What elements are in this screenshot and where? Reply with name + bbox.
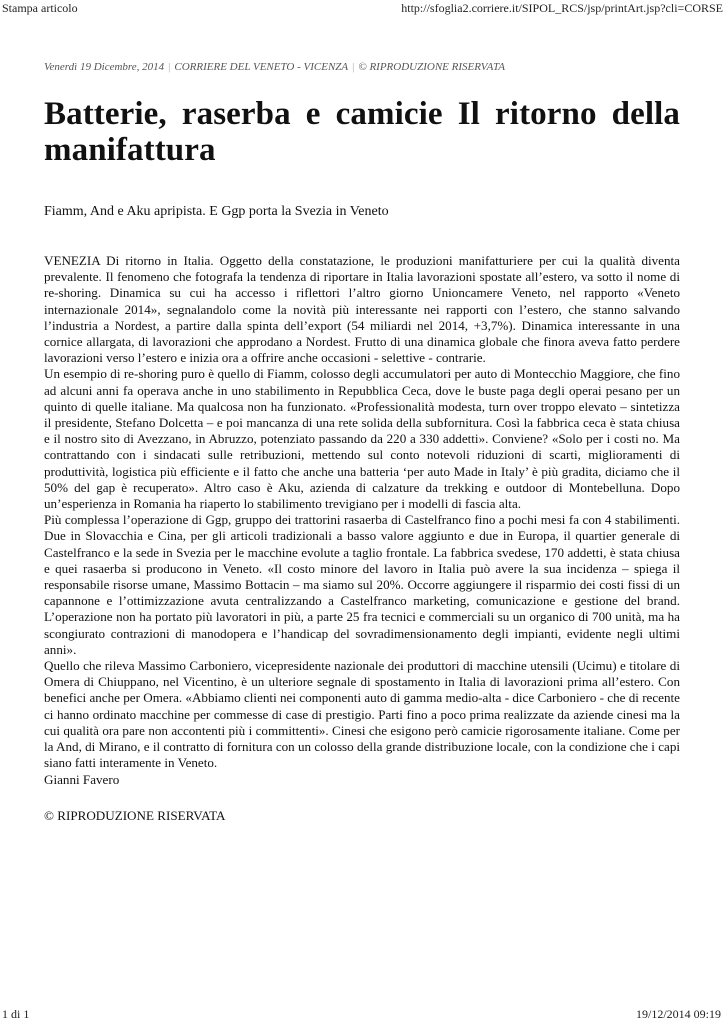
article-date: Venerdì 19 Dicembre, 2014 <box>44 61 165 73</box>
article-paragraph: Quello che rileva Massimo Carboniero, vicepresidente nazionale dei produttori di macchine utensili (Ucimu) e titolare di Omera di Chiuppano, nel Vicentino, è un ulteriore segnale di spostamento in Italia di lavorazioni prima all’estero. Con benefici anche per Omera. «Abbiamo clienti nei componenti auto di gamma medio-alta - dice Carboniero - che di recente ci hanno ordinato macchine per commesse di case di prestigio. Parti fino a poco prima realizzate da aziende cinesi ma la cui qualità ora pare non accontenti più i committenti». Cinesi che esigono però camicie rigorosamente italiane. Come per la And, di Mirano, e il contratto di fornitura con un colosso della grande distribuzione locale, con la condizione che i capi siano fatti interamente in Veneto. <box>44 658 680 771</box>
article-paragraph: Più complessa l’operazione di Ggp, gruppo dei trattorini rasaerba di Castelfranco fino a pochi mesi fa con 4 stabilimenti. Due in Slovacchia e Cina, per gli articoli tradizionali a basso valore aggiunto e due in Europa, il quartier generale di Castelfranco e la sede in Svezia per le macchine evolute a taglio frontale. La fabbrica svedese, 170 addetti, è stata chiusa e quei rasaerba si producono in Veneto. «Il costo minore del lavoro in Italia può avere la sua incidenza – spiega il responsabile risorse umane, Massimo Bottacin – ma siamo sul 20%. Occorre aggiungere il risparmio dei costi fissi di un capannone e l’ottimizzazione avuta centralizzando a Castelfranco marketing, comunicazione e gestione del brand. L’operazione non ha portato più lavoratori in più, a parte 25 fra tecnici e commerciali su un organico di 700 unità, ma ha scongiurato contrazioni di manodopera e l’handicap del sovradimensionamento degli impianti, evidente negli ultimi anni». <box>44 512 680 657</box>
article-rights: © RIPRODUZIONE RISERVATA <box>358 61 505 73</box>
article-copyright: © RIPRODUZIONE RISERVATA <box>44 807 226 823</box>
article-paragraph: Un esempio di re-shoring puro è quello di Fiamm, colosso degli accumulatori per auto di Montecchio Maggiore, che fino ad alcuni anni fa operava anche in uno stabilimento in Repubblica Ceca, dove le buste paga degli operai pesano per un quinto di quelle italiane. Ma qualcosa non ha funzionato. «Professionalità modesta, turn over troppo elevato – sintetizza il presidente, Stefano Dolcetta – e poi mancanza di una rete solida della subfornitura. Così la fabbrica ceca è stata chiusa e il nostro sito di Avezzano, in Abruzzo, potenziato passando da 220 a 330 addetti». Conviene? «Solo per i costi no. Ma contrattando con i sindacati sulle retribuzioni, mettendo sul conto notevoli riduzioni di scarti, miglioramenti di produttività, logistica più efficiente e il fatto che anche una batteria ‘per auto Made in Italy’ è più gradita, diciamo che il 50% del gap è recuperato». Altro caso è Aku, azienda di calzature da trekking e outdoor di Montebelluna. Dopo un’esperienza in Romania ha riaperto lo stabilimento trevigiano per i modelli di fascia alta. <box>44 366 680 512</box>
print-header <box>0 0 724 16</box>
article-author: Gianni Favero <box>44 771 120 787</box>
page-title: Stampa articolo <box>2 1 78 15</box>
article <box>44 60 680 824</box>
print-footer <box>0 1006 724 1024</box>
article-paragraph: VENEZIA Di ritorno in Italia. Oggetto della constatazione, le produzioni manifatturiere per cui la qualità diventa prevalente. Il fenomeno che fotografa la tendenza di riportare in Italia lavorazioni spostate all’estero, va sotto il nome di re-shoring. Dinamica su cui ha accesso i riflettori l’altro giorno Unioncamere Veneto, nel rapporto «Veneto internazionale 2014», segnalandolo come la novità più interessante nei rapporti con l’estero, che stanno salvando l’industria a Nordest, a partire dalla spinta dell’export (54 miliardi nel 2014, +3,7%). Dinamica interessante in una cornice allargata, di lavorazioni che approdano a Nordest. Frutto di una dinamica globale che finora aveva fatto perdere lavorazioni verso l’estero e inizia ora a offrire anche occasioni - selettive - contrarie. <box>44 253 680 366</box>
article-subtitle: Fiamm, And e Aku apripista. E Ggp porta la Svezia in Veneto <box>44 204 389 219</box>
article-title: Batterie, raserba e camicie Il ritorno della manifattura <box>44 96 680 168</box>
print-timestamp: 19/12/2014 09:19 <box>635 1007 721 1021</box>
meta-divider: | <box>168 61 171 73</box>
page-url: http://sfoglia2.corriere.it/SIPOL_RCS/jsp/printArt.jsp?cli=CORSE <box>401 1 723 15</box>
article-body <box>44 253 680 788</box>
article-publication: CORRIERE DEL VENETO - VICENZA <box>174 61 349 73</box>
article-meta <box>44 60 680 74</box>
meta-divider: | <box>352 61 355 73</box>
page-count: 1 di 1 <box>2 1007 30 1021</box>
